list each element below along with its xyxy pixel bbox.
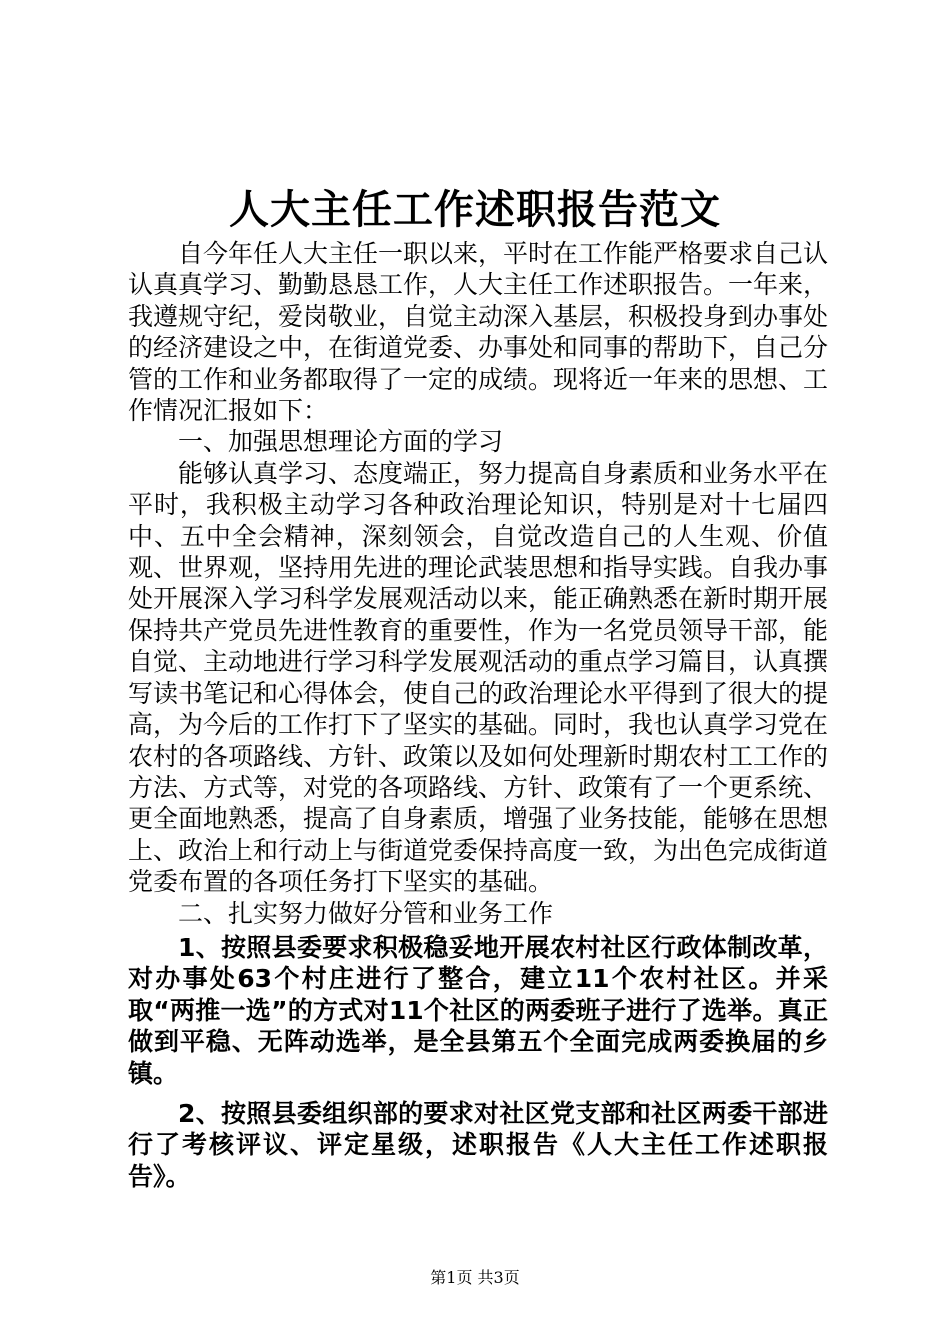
page-number-footer: 第1页 共3页 bbox=[430, 1268, 520, 1287]
section-heading-1: 一、加强思想理论方面的学习 bbox=[178, 427, 504, 457]
section-heading-2: 二、扎实努力做好分管和业务工作 bbox=[178, 898, 554, 928]
document-title: 人大主任工作述职报告范文 bbox=[229, 186, 721, 233]
section-2-item-2: 2、按照县委组织部的要求对社区党支部和社区两委干部进行了考核评议、评定星级，述职报告《人大主任工作述职报告》。 bbox=[128, 1098, 828, 1191]
document-body bbox=[128, 238, 828, 1192]
section-1-paragraph: 能够认真学习、态度端正，努力提高自身素质和业务水平在平时，我积极主动学习各种政治理论知识，特别是对十七届四中、五中全会精神，深刻领会，自觉改造自己的人生观、价值观、世界观，坚持用先进的理论武装思想和指导实践。自我办事处开展深入学习科学发展观活动以来，能正确熟悉在新时期开展保持共产党员先进性教育的重要性，作为一名党员领导干部，能自觉、主动地进行学习科学发展观活动的重点学习篇目，认真撰写读书笔记和心得体会，使自己的政治理论水平得到了很大的提高，为今后的工作打下了坚实的基础。同时，我也认真学习党在农村的各项路线、方针、政策以及如何处理新时期农村工工作的方法、方式等，对党的各项路线、方针、政策有了一个更系统、更全面地熟悉，提高了自身素质，增强了业务技能，能够在思想上、政治上和行动上与街道党委保持高度一致，为出色完成街道党委布置的各项任务打下坚实的基础。 bbox=[128, 458, 829, 897]
intro-paragraph: 自今年任人大主任一职以来，平时在工作能严格要求自己认认真真学习、勤勤恳恳工作，人大主任工作述职报告。一年来，我遵规守纪，爱岗敬业，自觉主动深入基层，积极投身到办事处的经济建设之中，在街道党委、办事处和同事的帮助下，自己分管的工作和业务都取得了一定的成绩。现将近一年来的思想、工作情况汇报如下： bbox=[128, 239, 829, 426]
section-2-item-1: 1、按照县委要求积极稳妥地开展农村社区行政体制改革，对办事处63个村庄进行了整合，建立11个农村社区。并采取“两推一选”的方式对11个社区的两委班子进行了选举。真正做到平稳、无阵动选举，是全县第五个全面完成两委换届的乡镇。 bbox=[128, 932, 828, 1088]
